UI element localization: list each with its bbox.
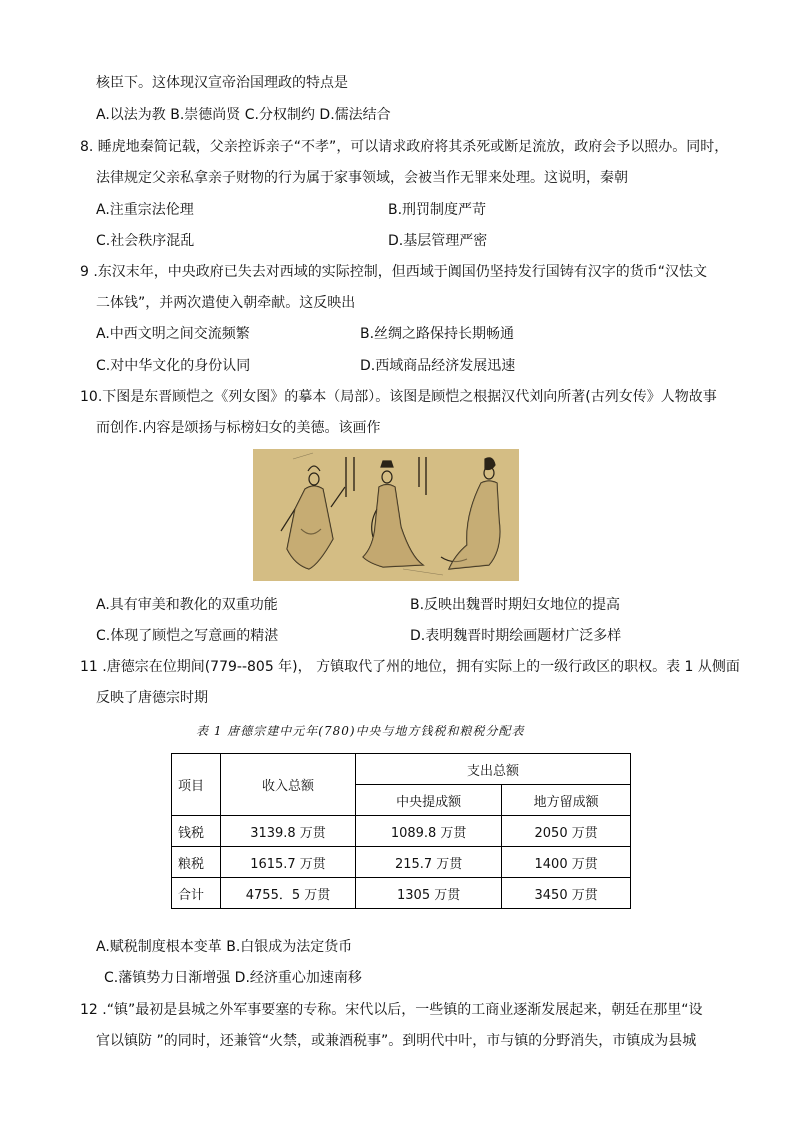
option-d: D.西域商品经济发展迅速 xyxy=(360,358,516,374)
text-line: 核臣下。这体现汉宣帝治国理政的特点是 xyxy=(96,75,348,91)
option-ab: A.赋税制度根本变革 B.白银成为法定货币 xyxy=(96,939,353,955)
answer-options: A.以法为教 B.崇德尚贤 C.分权制约 D.儒法结合 xyxy=(96,107,391,123)
header-item: 项目 xyxy=(172,754,221,816)
table-caption: 表 1 唐德宗建中元年(780)中央与地方钱税和粮税分配表 xyxy=(196,724,525,738)
cell-income: 3139.8 万贯 xyxy=(221,816,356,847)
question-12-text: 12 .“镇”最初是县城之外军事要塞的专称。宋代以后，一些镇的工商业逐渐发展起来，朝廷在那里“设 xyxy=(80,1002,703,1018)
lienu-painting-image xyxy=(253,449,519,581)
option-d: D.基层管理严密 xyxy=(388,233,488,249)
cell-item: 粮税 xyxy=(172,847,221,878)
question-11-text: 11 .唐德宗在位期间(779--805 年)， 方镇取代了州的地位，拥有实际上的一级行政区的职权。表 1 从侧面 xyxy=(80,659,740,675)
option-a: A.具有审美和教化的双重功能 xyxy=(96,597,278,613)
option-d: D.表明魏晋时期绘画题材广泛多样 xyxy=(410,628,622,644)
cell-central: 1305 万贯 xyxy=(356,878,502,909)
cell-income: 1615.7 万贯 xyxy=(221,847,356,878)
option-c: C.社会秩序混乱 xyxy=(96,233,195,249)
cell-local: 2050 万贯 xyxy=(502,816,631,847)
cell-central: 215.7 万贯 xyxy=(356,847,502,878)
tax-distribution-table xyxy=(171,753,631,909)
cell-central: 1089.8 万贯 xyxy=(356,816,502,847)
question-12-text: 官以镇防 ”的同时，还兼管“火禁，或兼酒税事”。到明代中叶，市与镇的分野消失，市镇成为县城 xyxy=(96,1033,697,1049)
option-b: B.丝绸之路保持长期畅通 xyxy=(360,326,515,342)
cell-local: 1400 万贯 xyxy=(502,847,631,878)
question-10-text: 10.下图是东晋顾恺之《列女图》的摹本（局部）。该图是顾恺之根据汉代刘向所著(古列女传》人物故事 xyxy=(80,389,717,405)
question-9-text: 二体钱”，并两次遣使入朝牵献。这反映出 xyxy=(96,295,356,311)
question-8-text: 8. 睡虎地秦简记载，父亲控诉亲子“不孝”，可以请求政府将其杀死或断足流放，政府会予以照办。同时， xyxy=(80,139,729,155)
cell-income: 4755．5 万贯 xyxy=(221,878,356,909)
option-c: C.体现了顾恺之写意画的精湛 xyxy=(96,628,279,644)
option-b: B.刑罚制度严苛 xyxy=(388,202,487,218)
option-a: A.注重宗法伦理 xyxy=(96,202,194,218)
header-income: 收入总额 xyxy=(221,754,356,816)
option-a: A.中西文明之间交流频繁 xyxy=(96,326,250,342)
header-local: 地方留成额 xyxy=(502,785,631,816)
question-10-text: 而创作.内容是颂扬与标榜妇女的美德。该画作 xyxy=(96,420,381,436)
header-expense: 支出总额 xyxy=(356,754,631,785)
option-b: B.反映出魏晋时期妇女地位的提高 xyxy=(410,597,621,613)
header-central: 中央提成额 xyxy=(356,785,502,816)
question-9-text: 9 .东汉末年，中央政府已失去对西域的实际控制，但西域于阗国仍坚持发行国铸有汉字的货币“汉怯文 xyxy=(80,264,708,280)
option-cd: C.藩镇势力日渐增强 D.经济重心加速南移 xyxy=(104,970,362,986)
cell-item: 合计 xyxy=(172,878,221,909)
table-row xyxy=(172,878,631,909)
cell-local: 3450 万贯 xyxy=(502,878,631,909)
table-row xyxy=(172,847,631,878)
question-8-text: 法律规定父亲私拿亲子财物的行为属于家事领域，会被当作无罪来处理。这说明，秦朝 xyxy=(96,170,628,186)
table-row xyxy=(172,816,631,847)
option-c: C.对中华文化的身份认同 xyxy=(96,358,251,374)
cell-item: 钱税 xyxy=(172,816,221,847)
question-11-text: 反映了唐德宗时期 xyxy=(96,690,208,706)
